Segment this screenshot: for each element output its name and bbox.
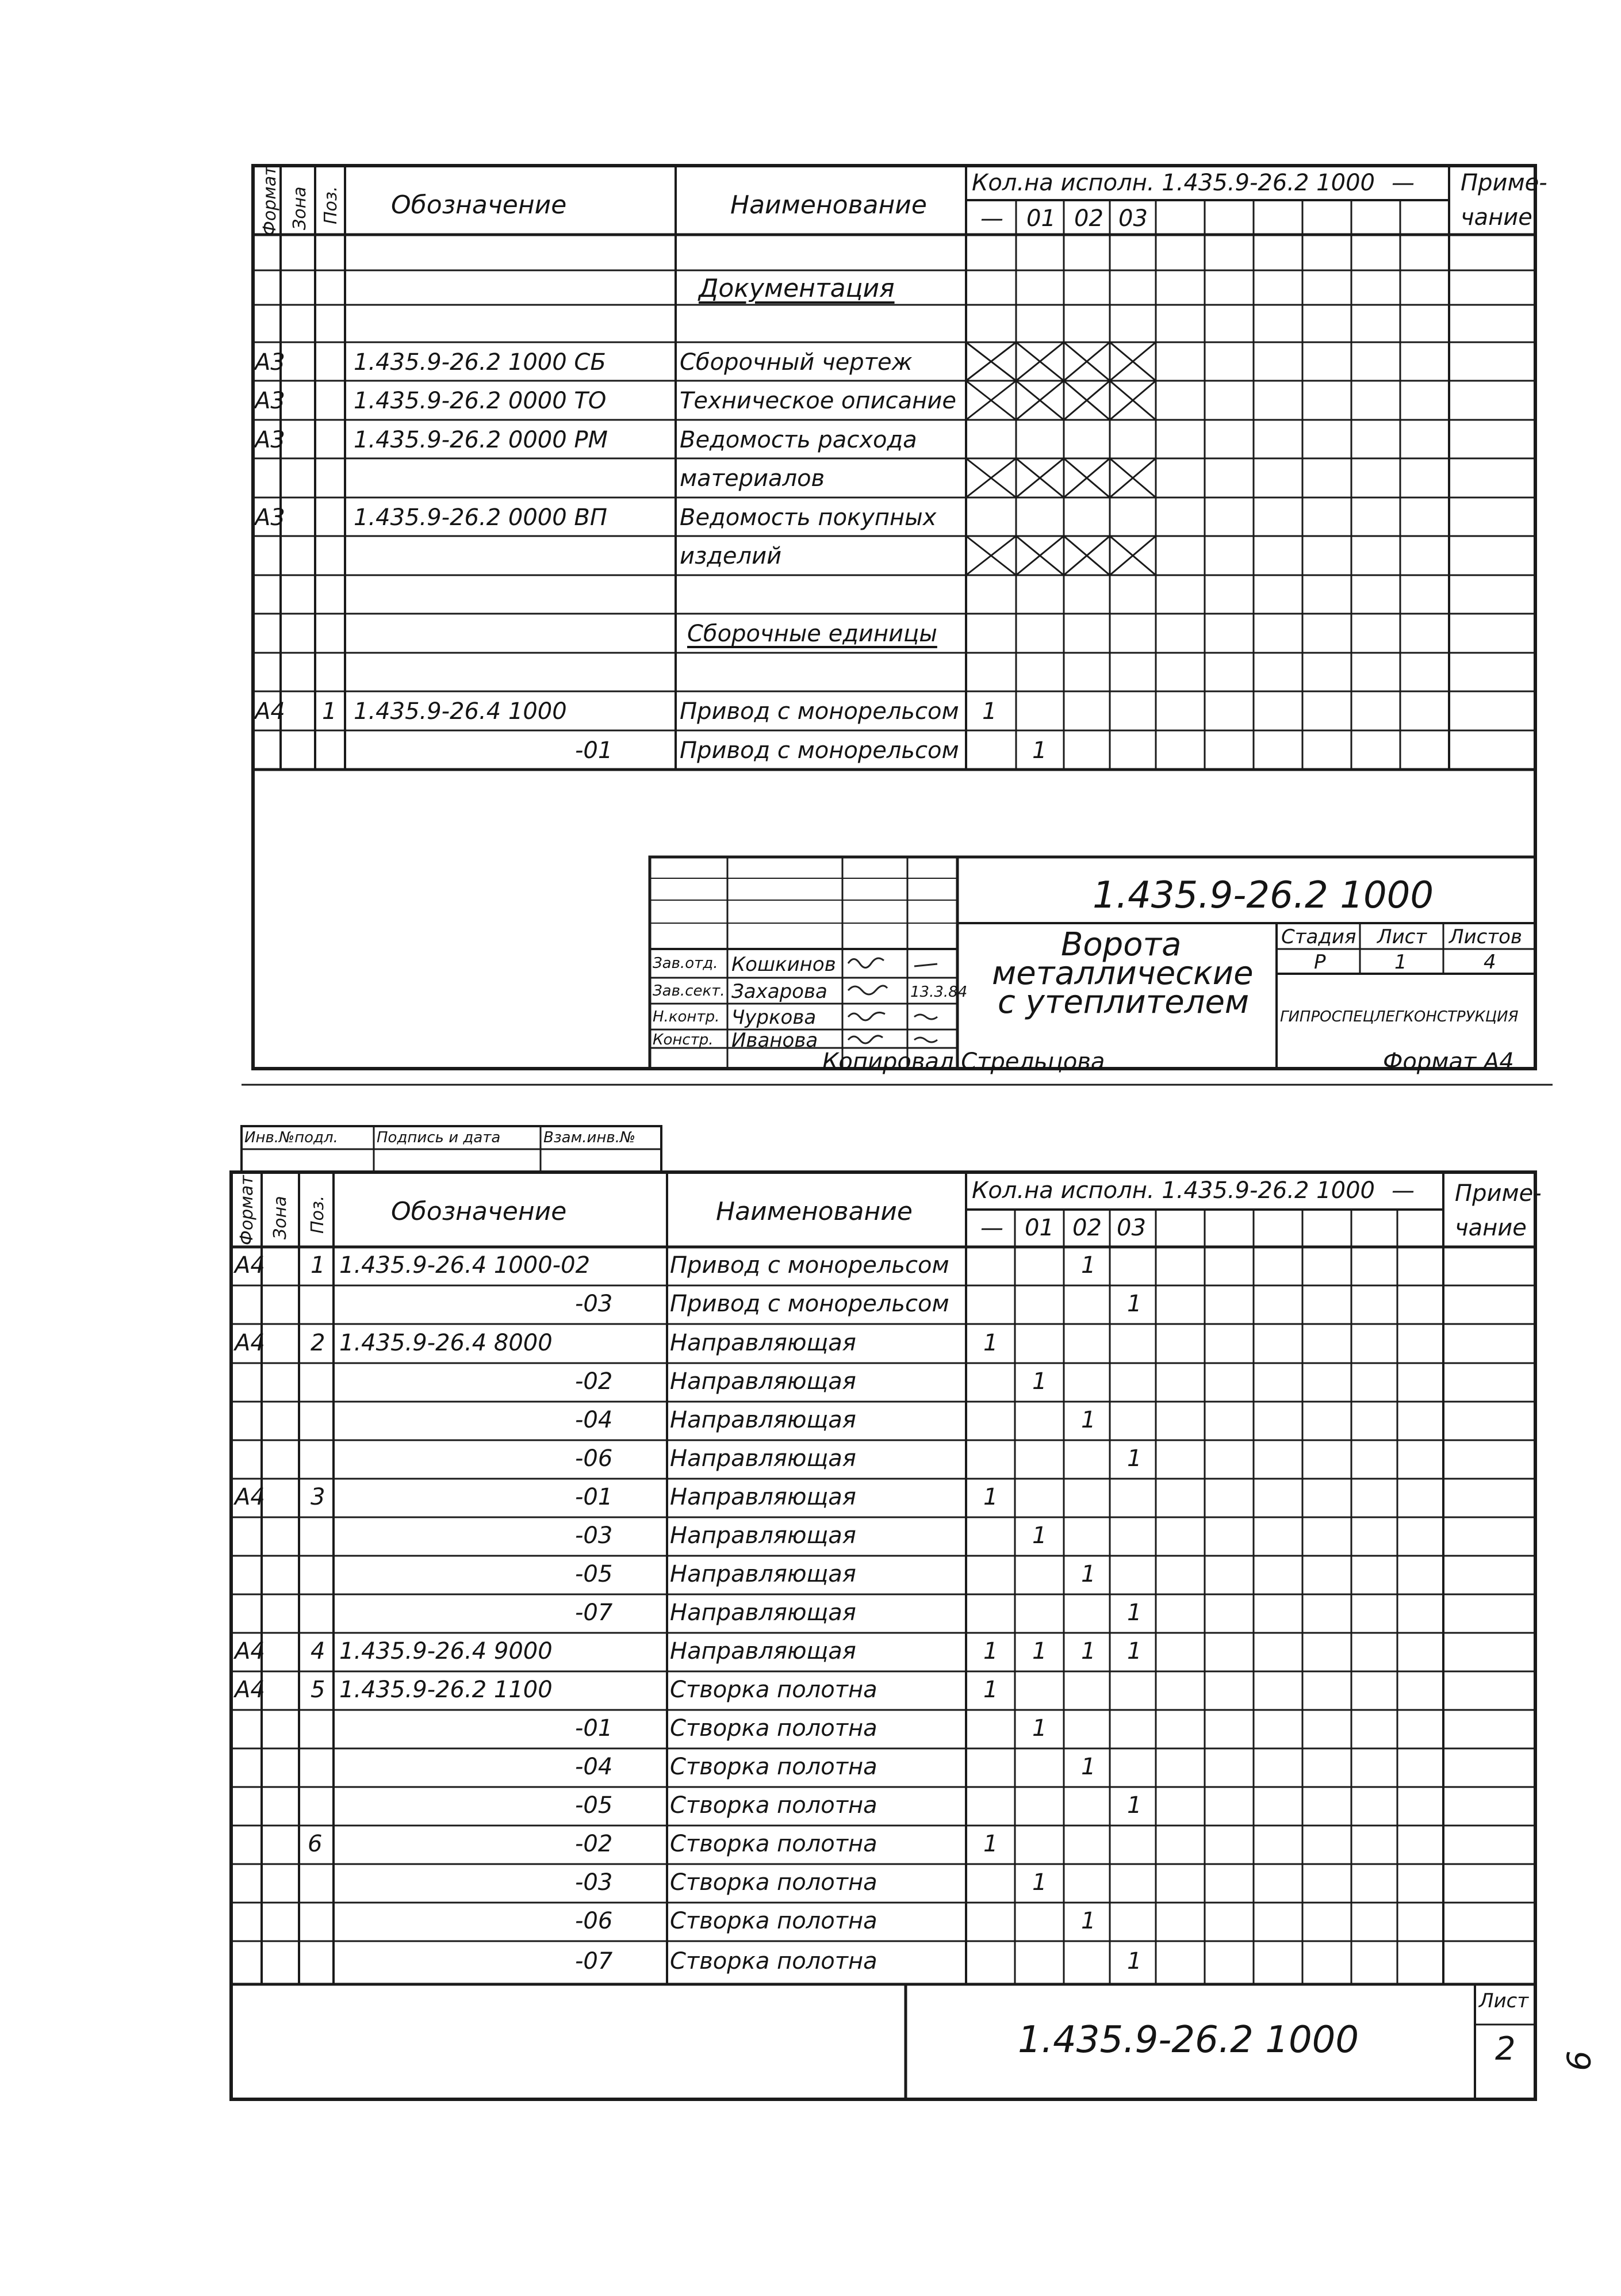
row-qty: 1	[1081, 1638, 1096, 1664]
doc-designation: 1.435.9-26.2 0000 ВП	[354, 504, 607, 531]
doc-designation: 1.435.9-26.2 0000 РМ	[354, 427, 608, 453]
row-qty: 1	[983, 1638, 998, 1664]
row-name: Направляющая	[670, 1561, 856, 1587]
row-designation: -05	[575, 1561, 613, 1587]
row-name: Направляющая	[670, 1522, 856, 1549]
doc-name-cont: материалов	[680, 465, 825, 492]
header-designation: Обозначение	[391, 190, 567, 220]
exec-col-1: 01	[1025, 1215, 1054, 1241]
row-name: Створка полотна	[670, 1908, 877, 1934]
row-designation: -05	[575, 1792, 613, 1819]
row-qty: 1	[1032, 1368, 1047, 1395]
header-format: Формат	[260, 166, 280, 236]
row-designation: -07	[575, 1948, 613, 1974]
stamp-role: Констр.	[653, 1031, 714, 1048]
header-note-1: Приме-	[1455, 1180, 1542, 1207]
doc-format: А3	[255, 504, 285, 531]
row-name: Направляющая	[670, 1638, 856, 1664]
section-documents: Документация	[699, 274, 895, 303]
stamp-role: Н.контр.	[653, 1008, 720, 1025]
row-designation: -06	[575, 1908, 613, 1934]
exec-col-3: 03	[1117, 1215, 1146, 1241]
stamp-role: Зав.сект.	[653, 982, 725, 1000]
row-designation: 1.435.9-26.4 9000	[339, 1638, 553, 1664]
doc-designation: 1.435.9-26.2 0000 ТО	[354, 388, 607, 414]
row-qty: 1	[1081, 1754, 1096, 1780]
row-name: Направляющая	[670, 1330, 856, 1356]
header-note-1: Приме-	[1461, 170, 1547, 196]
row-designation: 1.435.9-26.2 1100	[339, 1677, 553, 1703]
row-name: Направляющая	[670, 1368, 856, 1395]
row-pos: 6	[308, 1831, 323, 1857]
header-name: Наименование	[730, 190, 927, 220]
row-qty: 1	[1127, 1291, 1142, 1317]
doc-name: Техническое описание	[680, 388, 956, 414]
section-assembly-units: Сборочные единицы	[687, 621, 937, 647]
stamp-org: ГИПРОСПЕЦЛЕГКОНСТРУКЦИЯ	[1280, 1008, 1519, 1025]
row-format: А4	[235, 1677, 265, 1703]
row-qty: 1	[983, 1484, 998, 1510]
unit-designation: -01	[575, 737, 613, 764]
header-name: Наименование	[716, 1197, 913, 1226]
stamp-title-1: Ворота	[1061, 926, 1182, 963]
stamp-code: 1.435.9-26.2 1000	[1093, 874, 1434, 917]
row-name: Створка полотна	[670, 1715, 877, 1742]
row-pos: 4	[311, 1638, 325, 1664]
stamp-role: Зав.отд.	[653, 955, 718, 972]
row-qty: 1	[983, 1677, 998, 1703]
stamp-person: Захарова	[731, 980, 827, 1003]
row-designation: -02	[575, 1831, 613, 1857]
row-designation: -02	[575, 1368, 613, 1395]
row-pos: 2	[311, 1330, 325, 1356]
row-qty: 1	[1032, 1715, 1047, 1742]
row-name: Направляющая	[670, 1445, 856, 1472]
row-format: А4	[235, 1484, 265, 1510]
doc-name-cont: изделий	[680, 543, 782, 569]
row-qty: 1	[1127, 1948, 1142, 1974]
doc-format: А3	[255, 388, 285, 414]
unit-name: Привод с монорельсом	[680, 737, 959, 764]
stamp-sheets-label: Листов	[1449, 925, 1523, 948]
stamp-code: 1.435.9-26.2 1000	[1018, 2019, 1359, 2061]
row-designation: -01	[575, 1484, 613, 1510]
doc-name: Ведомость покупных	[680, 504, 937, 531]
header-designation: Обозначение	[391, 1197, 567, 1226]
stamp-person: Чуркова	[731, 1006, 817, 1029]
copied-by: Копировал Стрельцова	[822, 1048, 1105, 1075]
row-qty: 1	[1127, 1792, 1142, 1819]
row-qty: 1	[1081, 1561, 1096, 1587]
format-label: Формат А4	[1383, 1048, 1514, 1075]
row-name: Привод с монорельсом	[670, 1291, 949, 1317]
stamp-person: Кошкинов	[731, 953, 836, 976]
row-qty: 1	[1081, 1407, 1096, 1433]
header-pos: Поз.	[321, 186, 341, 224]
unit-qty: 1	[982, 698, 997, 725]
header-qty-dash: —	[1392, 1177, 1415, 1204]
row-designation: 1.435.9-26.4 1000-02	[339, 1252, 591, 1279]
header-format: Формат	[237, 1175, 257, 1245]
row-designation: -03	[575, 1869, 613, 1896]
row-format: А4	[235, 1330, 265, 1356]
row-qty: 1	[1127, 1638, 1142, 1664]
row-designation: -03	[575, 1522, 613, 1549]
row-designation: -07	[575, 1599, 613, 1626]
row-qty: 1	[1127, 1445, 1142, 1472]
unit-qty: 1	[1032, 737, 1047, 764]
unit-format: А4	[255, 698, 285, 725]
sidebox-vzam: Взам.инв.№	[543, 1129, 635, 1146]
header-note-2: чание	[1455, 1215, 1527, 1241]
row-pos: 3	[311, 1484, 325, 1510]
stamp-stage-label: Стадия	[1281, 925, 1356, 948]
row-qty: 1	[1032, 1522, 1047, 1549]
stamp-sheet: 1	[1394, 951, 1407, 974]
exec-col-3: 03	[1118, 205, 1148, 232]
row-qty: 1	[983, 1831, 998, 1857]
row-name: Привод с монорельсом	[670, 1252, 949, 1279]
row-qty: 1	[1081, 1252, 1096, 1279]
doc-designation: 1.435.9-26.2 1000 СБ	[354, 349, 606, 376]
row-qty: 1	[983, 1330, 998, 1356]
doc-name: Сборочный чертеж	[680, 349, 913, 376]
row-name: Направляющая	[670, 1484, 856, 1510]
stamp-title-2: металлические	[992, 955, 1254, 992]
row-designation: -04	[575, 1754, 613, 1780]
row-designation: -03	[575, 1291, 613, 1317]
header-qty-label: Кол.на исполн. 1.435.9-26.2 1000	[972, 170, 1375, 196]
sidebox-sign: Подпись и дата	[377, 1129, 501, 1146]
sidebox-inv: Инв.№подл.	[244, 1129, 338, 1146]
header-note-2: чание	[1461, 204, 1532, 231]
row-qty: 1	[1032, 1638, 1047, 1664]
row-qty: 1	[1032, 1869, 1047, 1896]
row-designation: 1.435.9-26.4 8000	[339, 1330, 553, 1356]
stamp-person: Иванова	[731, 1029, 818, 1052]
unit-name: Привод с монорельсом	[680, 698, 959, 725]
header-qty-dash: —	[1392, 170, 1415, 196]
row-qty: 1	[1127, 1599, 1142, 1626]
exec-col-2: 02	[1072, 1215, 1102, 1241]
doc-name: Ведомость расхода	[680, 427, 917, 453]
unit-designation: 1.435.9-26.4 1000	[354, 698, 567, 725]
row-pos: 1	[311, 1252, 325, 1279]
row-pos: 5	[311, 1677, 325, 1703]
stamp-sheets: 4	[1484, 951, 1496, 974]
row-format: А4	[235, 1638, 265, 1664]
row-format: А4	[235, 1252, 265, 1279]
row-name: Створка полотна	[670, 1677, 877, 1703]
stamp-sheet-number: 2	[1495, 2030, 1516, 2068]
doc-format: А3	[255, 349, 285, 376]
row-name: Направляющая	[670, 1407, 856, 1433]
header-zone: Зона	[290, 186, 310, 230]
row-qty: 1	[1081, 1908, 1096, 1934]
header-zone: Зона	[270, 1196, 290, 1239]
stamp-sheet-label: Лист	[1377, 925, 1427, 948]
row-name: Створка полотна	[670, 1869, 877, 1896]
row-designation: -04	[575, 1407, 613, 1433]
row-name: Направляющая	[670, 1599, 856, 1626]
row-designation: -06	[575, 1445, 613, 1472]
row-name: Створка полотна	[670, 1754, 877, 1780]
row-designation: -01	[575, 1715, 613, 1742]
header-pos: Поз.	[308, 1195, 328, 1234]
row-name: Створка полотна	[670, 1831, 877, 1857]
exec-col-0: —	[980, 205, 1003, 232]
exec-col-1: 01	[1026, 205, 1056, 232]
header-qty-label: Кол.на исполн. 1.435.9-26.2 1000	[972, 1177, 1375, 1204]
doc-format: А3	[255, 427, 285, 453]
stamp-stage: Р	[1314, 951, 1326, 974]
margin-page-number: 9	[1558, 2050, 1596, 2071]
exec-col-0: —	[980, 1215, 1003, 1241]
stamp-title-3: с утеплителем	[998, 984, 1250, 1021]
stamp-date: 13.3.84	[910, 984, 968, 1001]
row-name: Створка полотна	[670, 1948, 877, 1974]
row-name: Створка полотна	[670, 1792, 877, 1819]
stamp-sheet-label: Лист	[1479, 1989, 1529, 2012]
unit-pos: 1	[322, 698, 337, 725]
exec-col-2: 02	[1074, 205, 1103, 232]
